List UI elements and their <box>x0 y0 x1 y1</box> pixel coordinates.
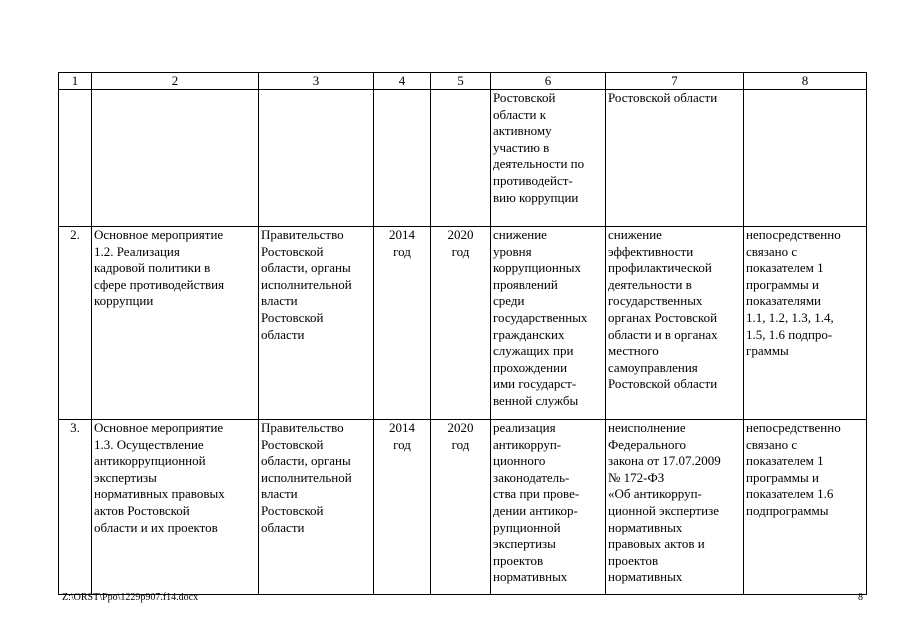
document-table <box>58 72 867 595</box>
row-number-cell <box>59 90 92 227</box>
cell-line: Ростовской <box>261 309 324 325</box>
cell-line: кадровой политики в <box>94 260 211 276</box>
cell-line: № 172-ФЗ <box>608 469 665 485</box>
table-row <box>59 420 867 595</box>
cell-line: подпрограммы <box>746 502 829 518</box>
expected-result-cell <box>491 227 606 420</box>
cell-line: эффективности <box>608 243 694 259</box>
cell-line: показателем 1 <box>746 260 824 276</box>
cell-line: 1.2. Реализация <box>94 243 180 259</box>
cell-line: 1.3. Осуществление <box>94 436 204 452</box>
cell-line: Основное мероприятие <box>94 227 224 242</box>
cell-line: экспертизы <box>493 536 556 552</box>
cell-line: участию в <box>493 139 550 155</box>
cell-line: деятельности по <box>493 156 585 172</box>
page-number: 8 <box>858 592 863 603</box>
cell-line: связано с <box>746 436 798 452</box>
cell-line: непосредственно <box>746 420 841 435</box>
cell-line: 2014 <box>389 227 415 242</box>
measure-cell <box>92 420 259 595</box>
cell-line: среди <box>493 293 525 309</box>
cell-line: Правительство <box>261 420 344 435</box>
cell-line: показателем 1.6 <box>746 486 834 502</box>
cell-line: проектов <box>608 552 659 568</box>
cell-line: ими государст- <box>493 376 577 392</box>
cell-line: экспертизы <box>94 469 157 485</box>
header-cell-6: 6 <box>491 73 606 90</box>
cell-line: венной службы <box>493 392 579 408</box>
executor-cell <box>259 420 374 595</box>
cell-line: нормативных <box>608 569 683 585</box>
end-year-cell <box>431 420 491 595</box>
cell-line: снижение <box>608 227 662 242</box>
header-cell-2: 2 <box>92 73 259 90</box>
cell-line: 2014 <box>389 420 415 435</box>
cell-line: вию коррупции <box>493 189 579 205</box>
cell-line: гражданских <box>493 326 565 342</box>
cell-line: области <box>261 519 305 535</box>
executor-cell <box>259 227 374 420</box>
end-year-cell <box>431 227 491 420</box>
end-year-cell <box>431 90 491 227</box>
cell-line: проектов <box>493 552 544 568</box>
cell-line: 1.1, 1.2, 1.3, 1.4, <box>746 309 834 325</box>
cell-line: проявлений <box>493 276 558 292</box>
cell-line: 1.5, 1.6 подпро- <box>746 326 833 342</box>
cell-line: прохождении <box>493 359 568 375</box>
cell-line: противодейст- <box>493 172 573 188</box>
header-cell-4: 4 <box>374 73 431 90</box>
cell-line: коррупции <box>94 293 154 309</box>
cell-line: год <box>393 436 411 452</box>
cell-line: реализация <box>493 420 556 435</box>
cell-line: области и их проектов <box>94 519 218 535</box>
cell-line: Правительство <box>261 227 344 242</box>
cell-line: деятельности в <box>608 276 692 292</box>
cell-line: год <box>451 243 470 259</box>
cell-line: нормативных правовых <box>94 486 225 502</box>
cell-line: год <box>451 436 470 452</box>
cell-line: сфере противодействия <box>94 276 225 292</box>
cell-line: области к <box>493 106 547 122</box>
consequences-cell <box>606 420 744 595</box>
cell-line: снижение <box>493 227 547 242</box>
cell-line: граммы <box>746 343 789 359</box>
cell-line: закона от 17.07.2009 <box>608 453 721 469</box>
cell-line: антикоррупционной <box>94 453 206 469</box>
cell-line: Ростовской области <box>608 376 718 392</box>
cell-line: власти <box>261 486 298 502</box>
cell-line: Ростовской области <box>608 90 718 105</box>
cell-line: органах Ростовской <box>608 309 718 325</box>
consequences-cell <box>606 227 744 420</box>
header-cell-7: 7 <box>606 73 744 90</box>
cell-line: связано с <box>746 243 798 259</box>
indicator-link-cell <box>744 90 867 227</box>
cell-line: неисполнение <box>608 420 686 435</box>
cell-line: 2020 <box>447 420 474 435</box>
expected-result-cell <box>491 90 606 227</box>
cell-line: области, органы <box>261 260 351 276</box>
cell-line: исполнительной <box>261 276 352 292</box>
indicator-link-cell <box>744 227 867 420</box>
start-year-cell <box>374 90 431 227</box>
cell-line: Ростовской <box>493 90 556 105</box>
cell-line: самоуправления <box>608 359 698 375</box>
cell-line: Основное мероприятие <box>94 420 224 435</box>
cell-line: дении антикор- <box>493 502 578 518</box>
cell-line: «Об антикорруп- <box>608 486 702 502</box>
cell-line: программы и <box>746 276 819 292</box>
header-cell-5: 5 <box>431 73 491 90</box>
cell-line: профилактической <box>608 260 712 276</box>
cell-line: 2020 <box>447 227 474 242</box>
cell-line: правовых актов и <box>608 536 705 552</box>
cell-line: коррупционных <box>493 260 582 276</box>
cell-line: показателем 1 <box>746 453 824 469</box>
cell-line: рупционной <box>493 519 561 535</box>
cell-line: Ростовской <box>261 243 324 259</box>
indicator-link-cell <box>744 420 867 595</box>
cell-line: власти <box>261 293 298 309</box>
cell-line: области, органы <box>261 453 351 469</box>
table-row <box>59 227 867 420</box>
cell-line: области и в органах <box>608 326 718 342</box>
cell-line: активному <box>493 123 552 139</box>
cell-line: области <box>261 326 305 342</box>
cell-line: программы и <box>746 469 819 485</box>
executor-cell <box>259 90 374 227</box>
cell-line: исполнительной <box>261 469 352 485</box>
start-year-cell <box>374 227 431 420</box>
cell-line: государственных <box>608 293 703 309</box>
start-year-cell <box>374 420 431 595</box>
header-cell-8: 8 <box>744 73 867 90</box>
cell-line: год <box>393 243 411 259</box>
cell-line: непосредственно <box>746 227 841 242</box>
cell-line: актов Ростовской <box>94 502 190 518</box>
cell-line: местного <box>608 343 659 359</box>
cell-line: Ростовской <box>261 502 324 518</box>
cell-line: показателями <box>746 293 822 309</box>
table-row <box>59 90 867 227</box>
cell-line: ционного <box>493 453 546 469</box>
header-cell-3: 3 <box>259 73 374 90</box>
cell-line: нормативных <box>608 519 683 535</box>
measure-cell <box>92 90 259 227</box>
cell-line: ства при прове- <box>493 486 580 502</box>
cell-line: служащих при <box>493 343 574 359</box>
file-path-footer: Z:\ORST\Ppo\1229p907.f14.docx <box>62 592 199 603</box>
row-number-cell: 2. <box>59 227 92 420</box>
cell-line: Ростовской <box>261 436 324 452</box>
cell-line: ционной экспертизе <box>608 502 719 518</box>
row-number-cell: 3. <box>59 420 92 595</box>
cell-line: Федерального <box>608 436 687 452</box>
cell-line: антикорруп- <box>493 436 562 452</box>
cell-line: уровня <box>493 243 532 259</box>
header-cell-1: 1 <box>59 73 92 90</box>
cell-line: законодатель- <box>493 469 570 485</box>
header-row <box>59 73 867 90</box>
cell-line: нормативных <box>493 569 568 585</box>
cell-line: государственных <box>493 309 588 325</box>
measure-cell <box>92 227 259 420</box>
consequences-cell <box>606 90 744 227</box>
expected-result-cell <box>491 420 606 595</box>
